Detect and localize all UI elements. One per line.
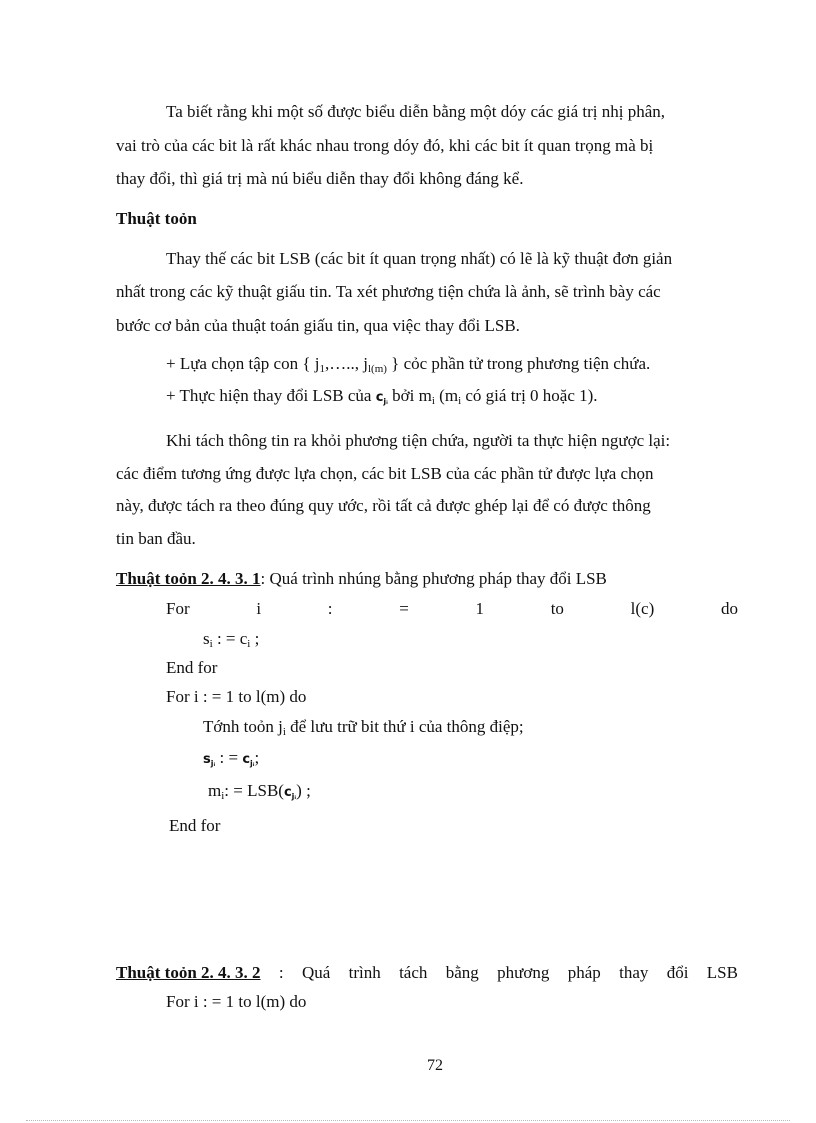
assign-eq: : = c (216, 629, 248, 648)
assign-c-sub: i (247, 638, 251, 650)
c-sym: c (242, 752, 251, 767)
algo1-for-token: = (399, 599, 409, 618)
algo1-for-token: 1 (475, 599, 484, 618)
para2-line1: Thay thế các bit LSB (các bit ít quan trọng nhất) có lẽ là kỹ thuật đơn giản (166, 249, 673, 268)
bullet2-mid-sub: i (431, 395, 435, 407)
algo2-desc-word: : (278, 963, 284, 982)
m-eq: : = LSB( (224, 781, 284, 800)
para1-line1: Ta biết rằng khi một số được biểu diễn bằng một dóy các giá trị nhị phân, (166, 102, 666, 121)
compute-suffix: để lưu trữ bit thứ i của thông điệp; (290, 717, 524, 736)
algo2-desc-word: bằng (445, 963, 479, 982)
algo2-desc-word: LSB (706, 963, 738, 982)
compute-sub: i (282, 726, 286, 738)
bullet2-c-sub: jᵢ (383, 397, 388, 406)
algo1-end-for2: End for (169, 816, 221, 835)
algo2-desc-word: phương (497, 963, 550, 982)
bullet2-c-symbol (376, 390, 388, 405)
c-symbol (242, 752, 254, 767)
compute-prefix: Tớnh toỏn j (203, 717, 283, 736)
algo1-title: Thuật toỏn 2. 4. 3. 1 (116, 569, 261, 588)
para3-line3: này, được tách ra theo đúng quy ước, rồi tất cả được ghép lại để có được thông (116, 496, 651, 515)
m-c: c (283, 785, 292, 800)
bullet-change-lsb (166, 385, 598, 409)
algo2-desc-word: tách (399, 963, 428, 982)
algo1-heading (116, 568, 607, 590)
algo1-for-line (166, 598, 738, 620)
algo1-for-token: do (720, 599, 738, 618)
s-semi: ; (254, 748, 260, 767)
footer-divider (26, 1120, 790, 1121)
algo2-desc-word: pháp (567, 963, 601, 982)
algo1-desc: : Quá trình nhúng bằng phương pháp thay đổi LSB (260, 569, 607, 588)
assign-s: s (203, 629, 210, 648)
para1-line2: vai trò của các bit là rất khác nhau trong dóy đó, khi các bit ít quan trọng mà bị (116, 136, 654, 155)
bullet1-mid: ,….., j (324, 354, 368, 373)
bullet1-prefix: + Lựa chọn tập con { j (166, 354, 320, 373)
assign-end: ; (254, 629, 260, 648)
bullet2-c: c (375, 390, 384, 405)
para2-line3: bước cơ bản của thuật toán giấu tin, qua việc thay đổi LSB. (116, 316, 520, 335)
algo1-assign-line (203, 628, 259, 650)
bullet2-prefix: + Thực hiện thay đổi LSB của (166, 386, 372, 405)
algo2-for-line: For i : = 1 to l(m) do (166, 992, 307, 1011)
bullet2-tail: có giá trị 0 hoặc 1). (465, 386, 598, 405)
para2-line2: nhất trong các kỹ thuật giấu tin. Ta xét phương tiện chứa là ảnh, sẽ trình bày các (116, 282, 661, 301)
algo1-compute-line (203, 716, 524, 738)
algo1-for-token: to (550, 599, 564, 618)
bullet1-suffix: } cỏc phần tử trong phương tiện chứa. (391, 354, 651, 373)
para3-line4: tin ban đầu. (116, 529, 196, 548)
algo1-for-token: For (166, 599, 190, 618)
para3-line2: các điểm tương ứng được lựa chọn, các bit LSB của các phần tử được lựa chọn (116, 464, 654, 483)
algo1-for-token: l(c) (630, 599, 655, 618)
algo2-title: Thuật toỏn 2. 4. 3. 2 (116, 963, 261, 982)
s-sym: s (203, 752, 211, 767)
algo1-end-for: End for (166, 658, 218, 677)
algo1-s-assign-line (203, 747, 259, 771)
bullet2-suffix-sub: i (458, 395, 462, 407)
algo1-m-assign-line (208, 780, 311, 804)
bullet2-mid: bởi m (392, 386, 432, 405)
algo2-desc-word: Quá (301, 963, 331, 982)
algo1-for-token: i (256, 599, 262, 618)
heading-algorithm: Thuật toỏn (116, 209, 197, 228)
algo2-desc-word: thay (619, 963, 649, 982)
m-c-symbol (284, 785, 296, 800)
assign-s-sub: i (209, 638, 213, 650)
s-sym-sub: jᵢ (210, 759, 216, 768)
bullet2-suffix: (m (439, 386, 459, 405)
s-eq: : = (219, 748, 239, 767)
algo1-for2-line: For i : = 1 to l(m) do (166, 687, 307, 706)
s-symbol (203, 752, 215, 767)
m-c-sub: jᵢ (291, 792, 297, 801)
algo2-desc-word: trình (348, 963, 381, 982)
para3-line1: Khi tách thông tin ra khỏi phương tiện chứa, người ta thực hiện ngược lại: (166, 431, 671, 450)
page-number: 72 (427, 1057, 443, 1074)
m-end: ) ; (296, 781, 311, 800)
m-sub: i (221, 790, 225, 802)
bullet-select-subset (166, 353, 650, 375)
c-sym-sub: jᵢ (250, 759, 255, 768)
para1-line3: thay đổi, thì giá trị mà nú biểu diễn thay đổi không đáng kể. (116, 169, 524, 188)
bullet1-sub1: 1 (319, 363, 325, 375)
algo2-heading (116, 962, 738, 984)
bullet1-sub2: l(m) (367, 363, 387, 375)
algo1-for-token: : (327, 599, 333, 618)
algo2-desc-word: đổi (666, 963, 689, 982)
m-prefix: m (208, 781, 222, 800)
